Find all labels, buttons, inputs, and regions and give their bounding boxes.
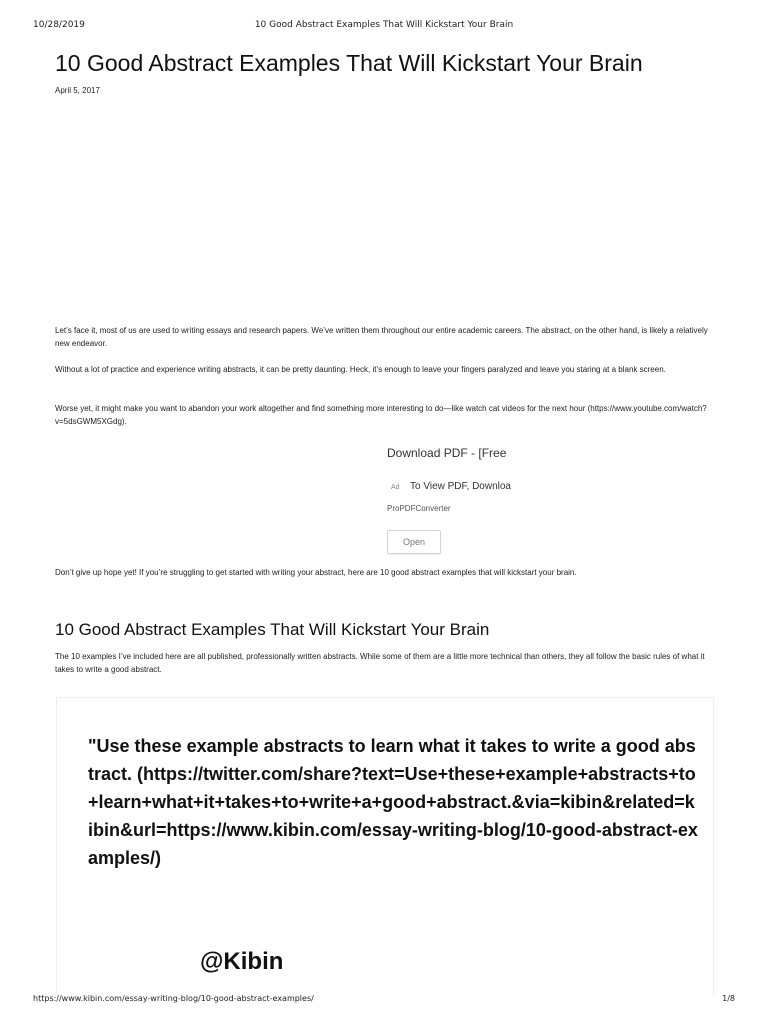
article-paragraph: Let’s face it, most of us are used to writing essays and research papers. We’ve written them throughout our entire academic careers. The abstract, on the other hand, is likely a relatively new endeavor. xyxy=(55,326,708,348)
print-header-date: 10/28/2019 xyxy=(33,20,85,30)
print-header-title: 10 Good Abstract Examples That Will Kickstart Your Brain xyxy=(254,20,514,30)
ad-text[interactable]: To View PDF, Downloa xyxy=(410,481,511,492)
article-paragraph: Without a lot of practice and experience writing abstracts, it can be pretty daunting. Heck, it’s enough to leave your fingers paralyzed and leave you staring at a blank screen. xyxy=(55,365,666,374)
section-heading: 10 Good Abstract Examples That Will Kickstart Your Brain xyxy=(55,620,490,639)
article-title: 10 Good Abstract Examples That Will Kickstart Your Brain xyxy=(55,50,643,76)
tweet-quote-handle: @Kibin xyxy=(200,948,284,975)
ad-badge: Ad xyxy=(391,484,400,491)
article-paragraph: Worse yet, it might make you want to abandon your work altogether and find something more interesting to do—like watch cat videos for the next hour (https://www.youtube.com/watch?v=5dsGWM5XGdg). xyxy=(55,404,707,426)
ad-open-button[interactable]: Open xyxy=(387,530,441,554)
ad-line xyxy=(391,476,511,494)
article-paragraph: Don’t give up hope yet! If you’re struggling to get started with writing your abstract, here are 10 good abstract examples that will kickstart your brain. xyxy=(55,568,577,577)
print-footer-page-number: 1/8 xyxy=(722,994,735,1003)
ad-headline[interactable]: Download PDF - [Free xyxy=(387,446,507,460)
article-paragraph: The 10 examples I’ve included here are all published, professionally written abstracts. While some of them are a little more technical than others, they all follow the basic rules of what it takes to write a good abstract. xyxy=(55,652,705,674)
tweet-quote-text[interactable]: "Use these example abstracts to learn what it takes to write a good abstract. (https://twitter.com/share?text=Use+these+example+abstracts+to+learn+what+it+takes+to+write+a+good+abstract.&via=kibin&related=kibin&url=https://www.kibin.com/essay-writing-blog/10-good-abstract-examples/) xyxy=(88,736,698,868)
print-footer-url: https://www.kibin.com/essay-writing-blog/10-good-abstract-examples/ xyxy=(33,994,314,1003)
article-date: April 5, 2017 xyxy=(55,86,100,95)
ad-source: ProPDFConverter xyxy=(387,504,451,513)
tweet-quote-card[interactable] xyxy=(56,697,714,997)
